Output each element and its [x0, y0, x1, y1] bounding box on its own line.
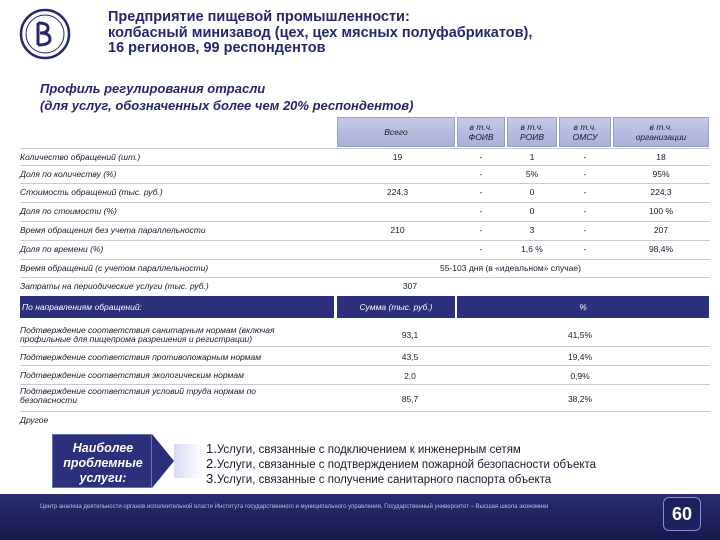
- row-label: Доля по времени (%): [20, 244, 104, 254]
- row-divider: [20, 183, 710, 184]
- periodic-value: 307: [402, 281, 418, 291]
- list-item-number: 2.: [206, 456, 217, 471]
- cell-omsu: -: [583, 152, 587, 162]
- direction-sum: 85,7: [401, 394, 419, 404]
- cell-omsu: -: [583, 169, 587, 179]
- direction-label-line: Подтверждение соответствия экологическим нормам: [20, 370, 244, 380]
- direction-sum: 43,5: [401, 352, 419, 362]
- cell-roiv: 0: [529, 206, 535, 216]
- cell-org: 18: [656, 152, 666, 162]
- footer-bar: [0, 494, 720, 540]
- column-header-total: [337, 117, 455, 147]
- direction-label-line: профильные для пищепрома разрешения и регистрации): [20, 334, 253, 344]
- direction-sum: 93,1: [401, 330, 419, 340]
- direction-pct: 38,2%: [567, 394, 593, 404]
- cell-org: 95%: [652, 169, 670, 179]
- row-divider: [20, 411, 710, 412]
- row-label: Доля по количеству (%): [20, 169, 117, 179]
- column-header-label: Всего: [384, 127, 408, 137]
- problem-title-line: проблемные: [63, 456, 143, 470]
- column-header-foiv: [457, 117, 505, 147]
- cell-total: 210: [390, 225, 405, 235]
- cell-roiv: 0: [529, 187, 535, 197]
- subtitle-line: (для услуг, обозначенных более чем 20% респондентов): [40, 98, 414, 113]
- cell-foiv: -: [479, 152, 483, 162]
- direction-pct: 41,5%: [567, 330, 593, 340]
- title-line: Предприятие пищевой промышленности:: [108, 9, 410, 25]
- directions-pct-header: [457, 296, 709, 318]
- time-parallel-value: 55-103 дня (в «идеальном» случае): [440, 263, 581, 273]
- directions-header-label: По направлениям обращений:: [22, 302, 142, 312]
- row-divider: [20, 202, 710, 203]
- row-divider: [20, 221, 710, 222]
- column-header-label: в т.ч. РОИВ: [519, 122, 545, 142]
- hse-emblem-icon: [14, 6, 76, 68]
- cell-omsu: -: [583, 225, 587, 235]
- row-divider: [20, 277, 710, 278]
- column-header-omsu: [559, 117, 611, 147]
- row-label: Время обращений (с учетом параллельности): [20, 263, 209, 273]
- list-item: [206, 457, 596, 472]
- row-label: Затраты на периодические услуги (тыс. руб.): [20, 281, 209, 291]
- cell-omsu: -: [583, 187, 587, 197]
- footer-text: Центр анализа деятельности органов исполнительной власти Института государственного и муниципального управления, Государственный университет – Высшая школа экономики: [40, 504, 549, 510]
- header: [0, 0, 720, 70]
- direction-pct: 0,9%: [570, 371, 590, 381]
- directions-header: [20, 296, 334, 318]
- cell-org: 98,4%: [648, 244, 674, 254]
- cell-org: 207: [653, 225, 669, 235]
- cell-foiv: -: [479, 244, 483, 254]
- row-label: Время обращения без учета параллельности: [20, 225, 206, 235]
- cell-foiv: -: [479, 225, 483, 235]
- row-divider: [20, 165, 710, 166]
- cell-org: 224,3: [650, 187, 672, 197]
- sum-header-label: Сумма (тыс. руб.): [359, 302, 433, 312]
- row-divider: [20, 240, 710, 241]
- row-divider: [20, 365, 710, 366]
- subtitle-line: Профиль регулирования отрасли: [40, 81, 266, 96]
- cell-omsu: -: [583, 206, 587, 216]
- problem-services-title: [53, 441, 153, 486]
- direction-label-line: безопасности: [20, 395, 78, 405]
- column-header-label: в т.ч. ОМСУ: [572, 122, 598, 142]
- pct-header-label: %: [579, 302, 587, 312]
- page-number: 60: [663, 497, 701, 531]
- row-divider: [20, 148, 710, 149]
- section-subtitle: [40, 80, 414, 114]
- list-item-text: Услуги, связанные с получение санитарного паспорта объекта: [216, 474, 552, 486]
- cell-roiv: 3: [529, 225, 535, 235]
- list-item-number: 3.: [206, 471, 217, 486]
- column-header-label: в т.ч. организации: [635, 122, 687, 142]
- direction-label-line: Подтверждение соответствия санитарным нормам (включая: [20, 325, 275, 335]
- list-item: [206, 442, 596, 457]
- list-item-text: Услуги, связанные с подключением к инженерным сетям: [216, 444, 521, 456]
- direction-label: [20, 415, 48, 425]
- cell-roiv: 1: [529, 152, 535, 162]
- cell-omsu: -: [583, 244, 587, 254]
- direction-label: [20, 370, 244, 380]
- list-item-number: 1.: [206, 441, 217, 456]
- cell-org: 100 %: [648, 206, 674, 216]
- problem-title-line: услуги:: [79, 471, 127, 485]
- cell-total: 19: [392, 152, 403, 162]
- problem-services-badge: [52, 434, 152, 488]
- row-label: Стоимость обращений (тыс. руб.): [20, 187, 163, 197]
- directions-sum-header: [337, 296, 455, 318]
- cell-foiv: -: [479, 206, 483, 216]
- arrow-right-icon: [152, 434, 174, 488]
- row-divider: [20, 346, 710, 347]
- list-item-text: Услуги, связанные с подтверждением пожарной безопасности объекта: [216, 459, 597, 471]
- column-header-org: [613, 117, 709, 147]
- page-title: [108, 10, 708, 57]
- arrow-gradient: [174, 444, 204, 478]
- cell-foiv: -: [479, 169, 483, 179]
- direction-label-line: Подтверждение соответствия противопожарным нормам: [20, 352, 262, 362]
- row-divider: [20, 259, 710, 260]
- row-label: Доля по стоимости (%): [20, 206, 117, 216]
- column-header-roiv: [507, 117, 557, 147]
- problem-title-line: Наиболее: [72, 441, 134, 455]
- title-line: 16 регионов, 99 респондентов: [108, 40, 326, 56]
- direction-label: [20, 352, 261, 362]
- cell-roiv: 1,6 %: [521, 244, 543, 254]
- problem-services-list: [206, 442, 596, 487]
- column-header-label: в т.ч. ФОИВ: [468, 122, 494, 142]
- direction-label: [20, 326, 275, 344]
- direction-pct: 19,4%: [567, 352, 593, 362]
- cell-roiv: 5%: [525, 169, 539, 179]
- direction-label-line: Другое: [20, 415, 49, 425]
- cell-total: 224,3: [386, 187, 409, 197]
- list-item: [206, 472, 596, 487]
- row-divider: [20, 384, 710, 385]
- row-label: Количество обращений (шт.): [20, 152, 141, 162]
- direction-label: [20, 387, 256, 405]
- direction-label-line: Подтверждение соответствия условий труда нормам по: [20, 386, 257, 396]
- direction-sum: 2,0: [404, 371, 416, 381]
- cell-foiv: -: [479, 187, 483, 197]
- title-line: колбасный минизавод (цех, цех мясных полуфабрикатов),: [108, 24, 533, 41]
